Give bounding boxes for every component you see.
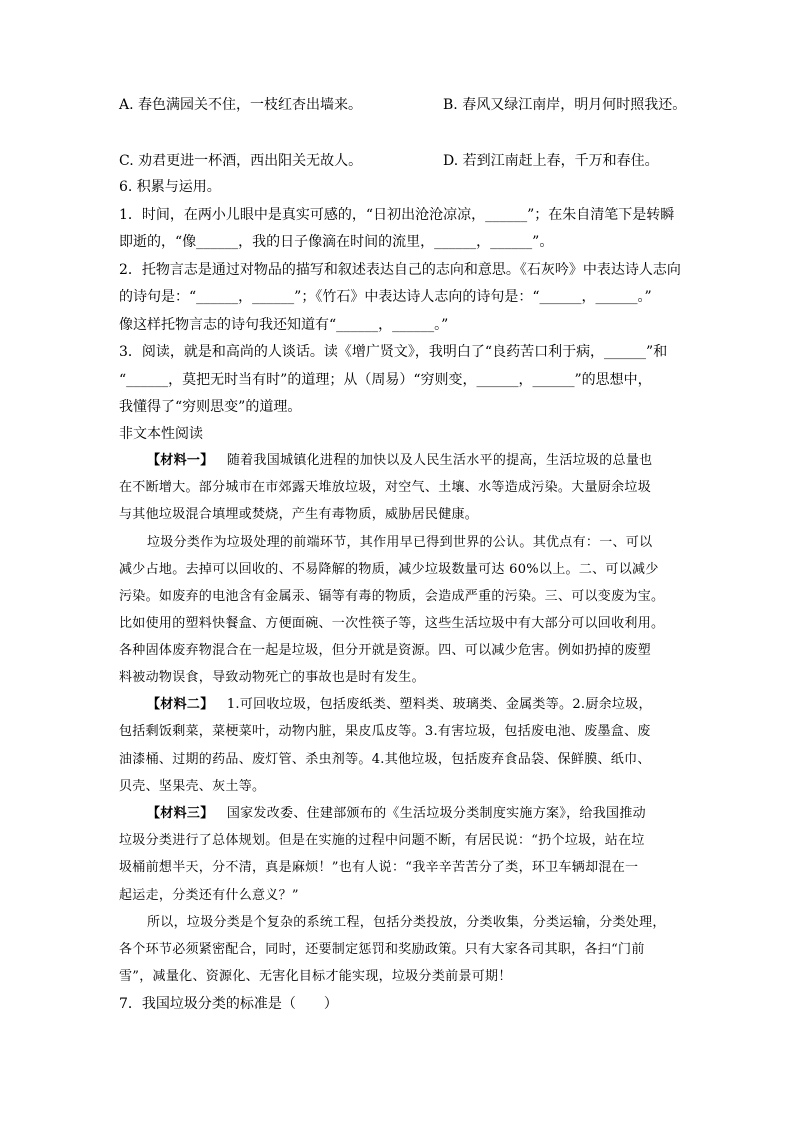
option-a: A. 春色满园关不住，一枝红杏出墙来。: [119, 97, 363, 113]
q6-line-2: 即逝的，“像______，我的日子像滴在时间的流里，______，______”。: [119, 234, 554, 250]
material1-line-1: [119, 451, 679, 471]
material3-p2-line-2: 各个环节必须紧密配合，同时，还要制定惩罚和奖励政策。只有大家各司其职，各扫“门前: [119, 942, 645, 957]
material3-label: 【材料三】: [147, 806, 214, 821]
material1-p2-line-6: 料被动物误食，导致动物死亡的事故也是时有发生。: [119, 670, 425, 685]
material1-line-3: 与其他垃圾混合填埋或焚烧，产生有毒物质，威胁居民健康。: [119, 507, 479, 522]
material1-label: 【材料一】: [147, 453, 214, 468]
material1-p2-line-2: 减少占地。去掉可以回收的、不易降解的物质，减少垃圾数量可达 60%以上。二、可以减少: [119, 562, 659, 577]
material3-p2-line-3: 雪”，减量化、资源化、无害化目标才能实现，垃圾分类前景可期！: [119, 969, 512, 984]
material3-line-3: 圾桶前想半天，分不清，真是麻烦！”也有人说：“我辛辛苦苦分了类，环卫车辆却混在一: [119, 860, 639, 875]
material3-line-2: 垃圾分类进行了总体规划。但是在实施的过程中问题不断，有居民说：“扔个垃圾，站在垃: [119, 833, 645, 848]
material1-line-2: 在不断增大。部分城市在市郊露天堆放垃圾，对空气、土壤、水等造成污染。大量厨余垃圾: [119, 480, 652, 495]
material1-text-1: 随着我国城镇化进程的加快以及人民生活水平的提高，生活垃圾的总量也: [226, 453, 653, 468]
section-title: 非文本性阅读: [119, 426, 203, 442]
material2-line-1: [119, 695, 679, 715]
material2-text-1: 1.可回收垃圾，包括废纸类、塑料类、玻璃类、金属类等。2.厨余垃圾，: [226, 697, 652, 712]
material1-p2-text-1: 垃圾分类作为垃圾处理的前端环节，其作用早已得到世界的公认。其优点有：一、可以: [147, 535, 653, 550]
material1-p2-line-3: 污染。如废弃的电池含有金属汞、镉等有毒的物质，会造成严重的污染。三、可以变废为宝。: [119, 589, 665, 604]
material2-label: 【材料二】: [147, 697, 214, 712]
q6-line-1: 1．时间，在两小儿眼中是真实可感的，“日初出沧沧凉凉，______”；在朱自清笔下是转瞬: [119, 207, 675, 223]
q6-line-8: 我懂得了“穷则思变”的道理。: [119, 399, 302, 415]
q7-question: 7．我国垃圾分类的标准是（ ）: [119, 996, 338, 1012]
q6-line-7: “______，莫把无时当有时”的道理；从（周易）“穷则变，______，______”的思想中，: [119, 372, 652, 388]
material3-p2-line-1: [119, 913, 679, 933]
material1-p2-line-1: [119, 533, 679, 553]
q6-title: 6. 积累与运用。: [119, 179, 221, 195]
option-c: C. 劝君更进一杯酒，西出阳关无故人。: [119, 153, 363, 169]
material1-p2-line-4: 比如使用的塑料快餐盒、方便面碗、一次性筷子等，这些生活垃圾中有大部分可以回收利用。: [119, 616, 665, 631]
material3-line-4: 起运走，分类还有什么意义？”: [119, 888, 299, 903]
q6-line-6: 3．阅读，就是和高尚的人谈话。读《增广贤文》，我明白了“良药苦口利于病，______”和: [119, 344, 668, 360]
material1-p2-line-5: 各种固体废弃物混合在一起是垃圾，但分开就是资源。四、可以减少危害。例如扔掉的废塑: [119, 643, 652, 658]
q6-line-4: 的诗句是：“______，______”；《竹石》中表达诗人志向的诗句是：“______，______。”: [119, 289, 652, 305]
option-d: D. 若到江南赶上春，千万和春住。: [443, 153, 659, 169]
material2-line-2: 包括剩饭剩菜，菜梗菜叶，动物内脏，果皮瓜皮等。3.有害垃圾，包括废电池、废墨盒、废: [119, 724, 651, 739]
material3-p2-text-1: 所以，垃圾分类是个复杂的系统工程，包括分类投放，分类收集，分类运输，分类处理，: [147, 915, 666, 930]
material3-text-1: 国家发改委、住建部颁布的《生活垃圾分类制度实施方案》，给我国推动: [226, 806, 646, 821]
option-b: B. 春风又绿江南岸，明月何时照我还。: [443, 97, 687, 113]
material3-line-1: [119, 804, 679, 824]
material2-line-3: 油漆桶、过期的药品、废灯管、杀虫剂等。4.其他垃圾，包括废弃食品袋、保鲜膜、纸巾、: [119, 752, 651, 767]
q6-line-3: 2．托物言志是通过对物品的描写和叙述表达自己的志向和意思。《石灰吟》中表达诗人志向: [119, 262, 681, 278]
q6-line-5: 像这样托物言志的诗句我还知道有“______，______。”: [119, 317, 449, 333]
material2-line-4: 贝壳、坚果壳、灰土等。: [119, 779, 266, 794]
